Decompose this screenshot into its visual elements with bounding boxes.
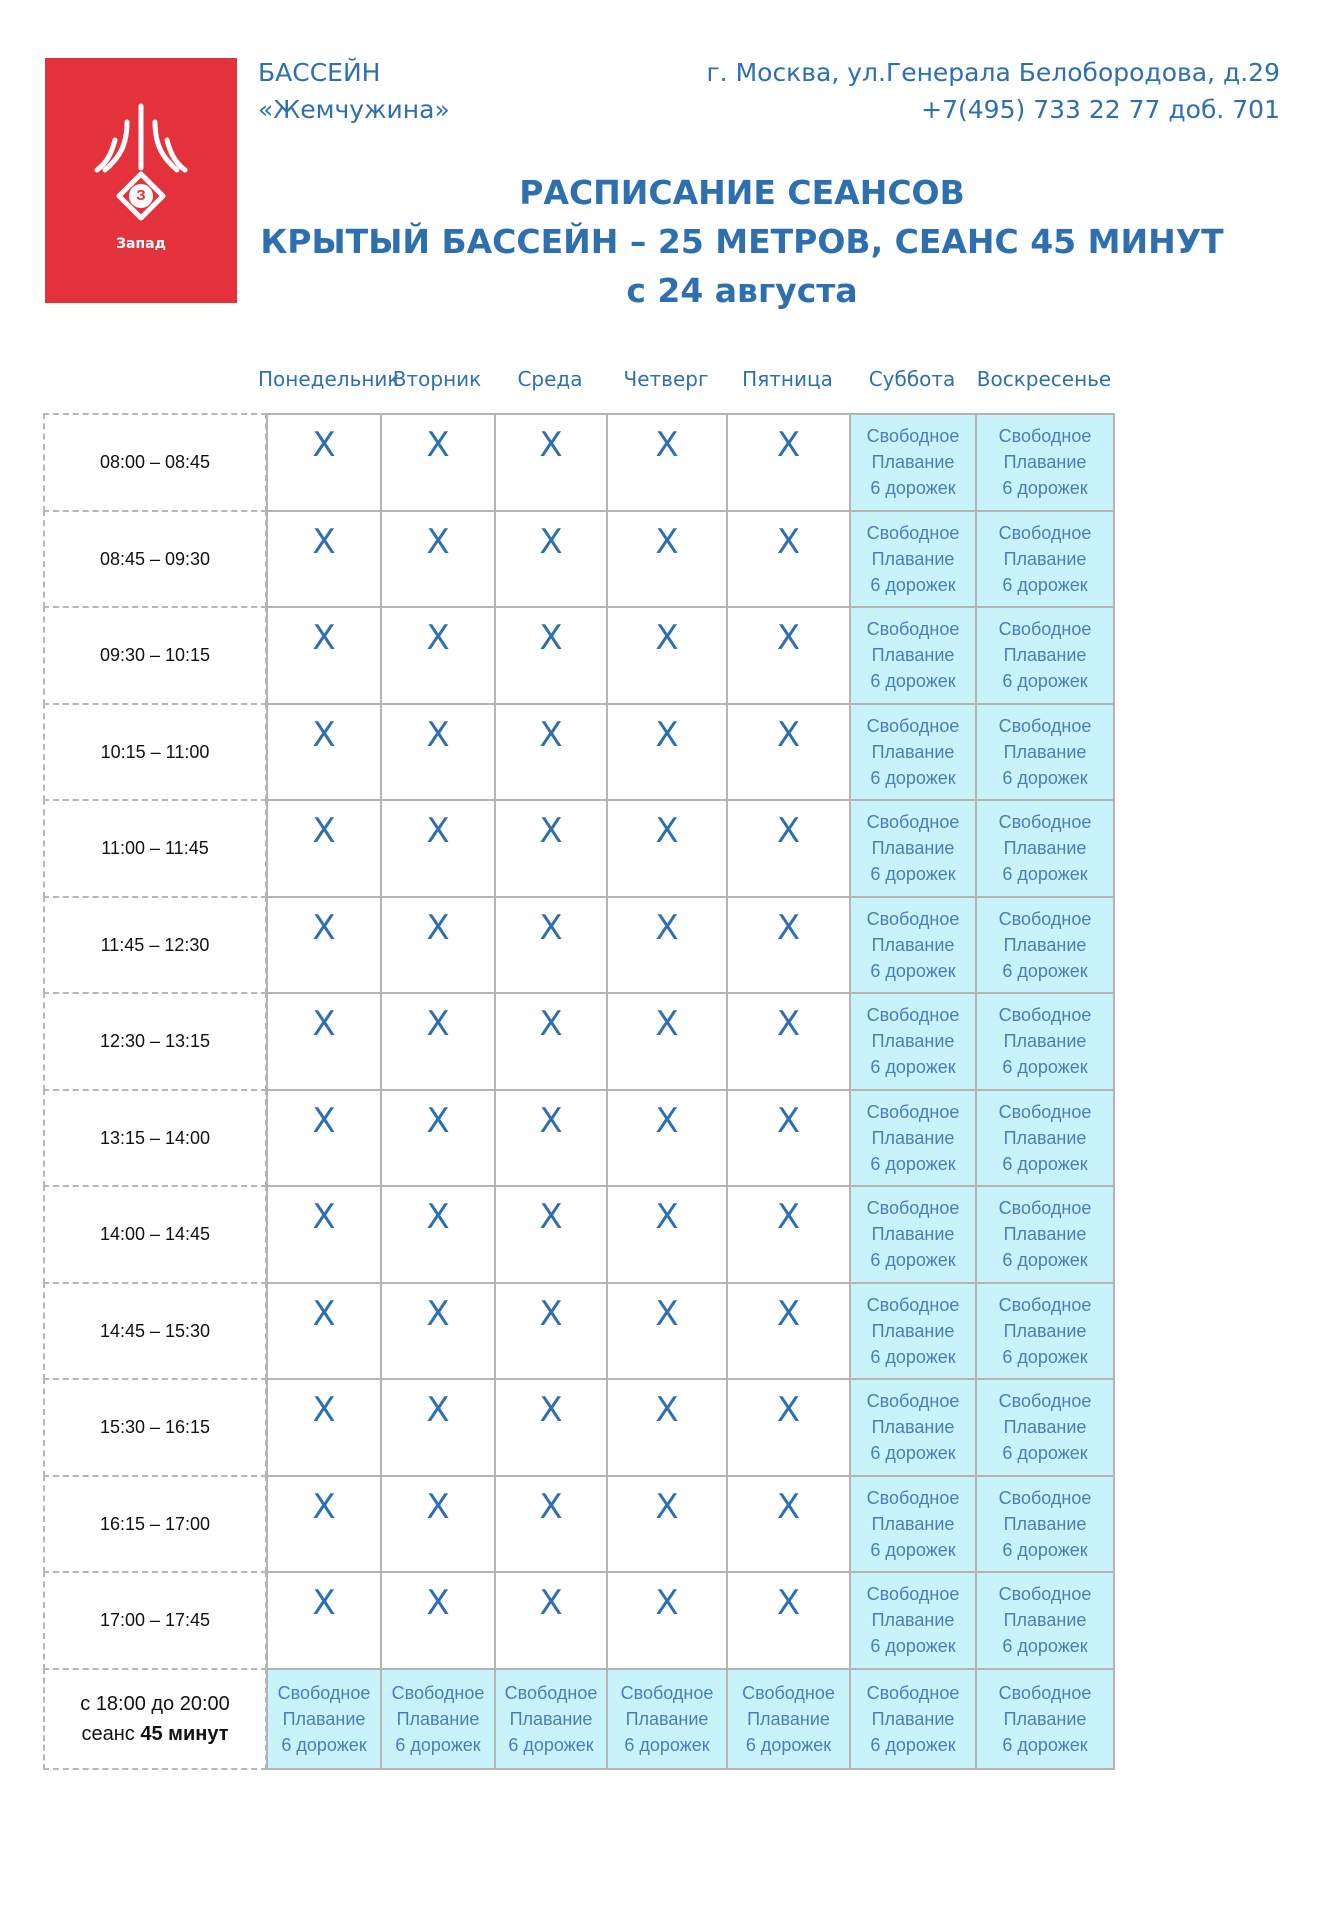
free-swim-cell (975, 1475, 1115, 1574)
day-header-6: Суббота (868, 367, 956, 391)
closed-mark: X (606, 896, 728, 995)
title-line-1: РАСПИСАНИЕ СЕАНСОВ (519, 173, 965, 212)
free-swim-line1: Свободное (866, 715, 960, 736)
free-swim-line3: 6 дорожек (870, 767, 956, 788)
closed-mark: X (494, 992, 608, 1091)
free-swim-line1: Свободное (998, 1682, 1092, 1703)
free-swim-line1: Свободное (998, 1294, 1092, 1315)
free-swim-line3: 6 дорожек (508, 1734, 594, 1755)
free-swim-cell (975, 1668, 1115, 1770)
time-slot: 13:15 – 14:00 (43, 1089, 267, 1188)
free-swim-line2: Плавание (871, 1610, 955, 1631)
free-swim-line2: Плавание (1003, 838, 1087, 859)
free-swim-line2: Плавание (871, 1031, 955, 1052)
title-line-2: КРЫТЫЙ БАССЕЙН – 25 МЕТРОВ, СЕАНС 45 МИНУТ (260, 222, 1224, 261)
closed-mark: X (380, 1282, 496, 1381)
time-slot: 12:30 – 13:15 (43, 992, 267, 1091)
closed-mark: X (606, 1475, 728, 1574)
free-swim-cell (849, 896, 977, 995)
closed-mark: X (380, 1185, 496, 1284)
schedule-table (43, 413, 1313, 1768)
org-line-2: «Жемчужина» (258, 95, 450, 124)
free-swim-line2: Плавание (871, 1224, 955, 1245)
closed-mark: X (380, 1089, 496, 1188)
closed-mark: X (494, 799, 608, 898)
pool-logo (45, 58, 237, 303)
free-swim-line1: Свободное (866, 1294, 960, 1315)
address: г. Москва, ул.Генерала Белобородова, д.29 (706, 58, 1280, 87)
closed-mark: X (266, 1475, 382, 1574)
time-slot: 10:15 – 11:00 (43, 703, 267, 802)
free-swim-cell (975, 510, 1115, 609)
contact-info (707, 54, 1280, 128)
free-swim-cell (975, 1378, 1115, 1477)
free-swim-line3: 6 дорожек (1002, 1734, 1088, 1755)
time-slot: 08:45 – 09:30 (43, 510, 267, 609)
free-swim-line1: Свободное (998, 1584, 1092, 1605)
free-swim-cell (975, 799, 1115, 898)
free-swim-cell (975, 1282, 1115, 1381)
free-swim-line3: 6 дорожек (395, 1734, 481, 1755)
free-swim-cell (975, 992, 1115, 1091)
closed-mark: X (606, 799, 728, 898)
free-swim-line2: Плавание (1003, 645, 1087, 666)
time-slot: 17:00 – 17:45 (43, 1571, 267, 1670)
evening-time-slot: с 18:00 до 20:00 сеанс 45 минут (43, 1668, 267, 1770)
free-swim-cell (849, 1185, 977, 1284)
free-swim-cell (849, 1475, 977, 1574)
closed-mark: X (266, 992, 382, 1091)
closed-mark: X (606, 1378, 728, 1477)
free-swim-line1: Свободное (998, 1198, 1092, 1219)
free-swim-line3: 6 дорожек (1002, 767, 1088, 788)
free-swim-line3: 6 дорожек (870, 1734, 956, 1755)
free-swim-line3: 6 дорожек (870, 671, 956, 692)
free-swim-cell (975, 703, 1115, 802)
closed-mark: X (726, 606, 851, 705)
closed-mark: X (266, 799, 382, 898)
time-slot: 09:30 – 10:15 (43, 606, 267, 705)
free-swim-cell (849, 703, 977, 802)
closed-mark: X (494, 896, 608, 995)
free-swim-cell (849, 1282, 977, 1381)
free-swim-line2: Плавание (871, 645, 955, 666)
free-swim-line3: 6 дорожек (1002, 1539, 1088, 1560)
free-swim-cell (849, 799, 977, 898)
closed-mark: X (606, 992, 728, 1091)
closed-mark: X (380, 896, 496, 995)
closed-mark: X (606, 703, 728, 802)
closed-mark: X (606, 1089, 728, 1188)
free-swim-cell (380, 1668, 496, 1770)
free-swim-cell (494, 1668, 608, 1770)
closed-mark: X (380, 1571, 496, 1670)
free-swim-line3: 6 дорожек (281, 1734, 367, 1755)
closed-mark: X (726, 896, 851, 995)
closed-mark: X (266, 1185, 382, 1284)
day-header-4: Четверг (623, 367, 709, 391)
day-header-3: Среда (517, 367, 583, 391)
closed-mark: X (606, 1185, 728, 1284)
day-header-7: Воскресенье (976, 367, 1112, 391)
closed-mark: X (726, 1378, 851, 1477)
free-swim-line3: 6 дорожек (624, 1734, 710, 1755)
org-line-1: БАССЕЙН (258, 58, 381, 87)
free-swim-line2: Плавание (1003, 1127, 1087, 1148)
free-swim-line1: Свободное (504, 1682, 598, 1703)
free-swim-line2: Плавание (871, 1320, 955, 1341)
free-swim-line2: Плавание (1003, 548, 1087, 569)
time-slot: 08:00 – 08:45 (43, 413, 267, 512)
free-swim-line2: Плавание (871, 838, 955, 859)
free-swim-cell (849, 1378, 977, 1477)
free-swim-line1: Свободное (277, 1682, 371, 1703)
free-swim-line1: Свободное (866, 1487, 960, 1508)
organization-name (258, 54, 450, 128)
closed-mark: X (494, 1378, 608, 1477)
free-swim-line2: Плавание (871, 452, 955, 473)
closed-mark: X (380, 606, 496, 705)
free-swim-line1: Свободное (866, 1101, 960, 1122)
closed-mark: X (606, 413, 728, 512)
logo-label: Запад (116, 236, 166, 252)
free-swim-line1: Свободное (998, 1391, 1092, 1412)
free-swim-line1: Свободное (391, 1682, 485, 1703)
closed-mark: X (726, 510, 851, 609)
free-swim-line1: Свободное (866, 1584, 960, 1605)
free-swim-line3: 6 дорожек (1002, 1443, 1088, 1464)
page-title (246, 168, 1238, 315)
closed-mark: X (726, 1475, 851, 1574)
closed-mark: X (494, 413, 608, 512)
free-swim-line2: Плавание (871, 934, 955, 955)
closed-mark: X (726, 703, 851, 802)
closed-mark: X (494, 703, 608, 802)
free-swim-line1: Свободное (866, 1198, 960, 1219)
free-swim-cell (849, 992, 977, 1091)
closed-mark: X (494, 1475, 608, 1574)
free-swim-line3: 6 дорожек (870, 1057, 956, 1078)
free-swim-cell (975, 413, 1115, 512)
free-swim-line3: 6 дорожек (870, 1443, 956, 1464)
free-swim-cell (849, 413, 977, 512)
closed-mark: X (494, 1571, 608, 1670)
free-swim-line3: 6 дорожек (1002, 864, 1088, 885)
free-swim-line3: 6 дорожек (1002, 1057, 1088, 1078)
free-swim-line3: 6 дорожек (1002, 1153, 1088, 1174)
free-swim-line1: Свободное (998, 715, 1092, 736)
free-swim-line2: Плавание (871, 548, 955, 569)
free-swim-line2: Плавание (625, 1708, 709, 1729)
closed-mark: X (266, 510, 382, 609)
free-swim-cell (606, 1668, 728, 1770)
free-swim-line2: Плавание (1003, 1610, 1087, 1631)
closed-mark: X (726, 1089, 851, 1188)
closed-mark: X (380, 1378, 496, 1477)
free-swim-line1: Свободное (998, 908, 1092, 929)
time-slot: 16:15 – 17:00 (43, 1475, 267, 1574)
free-swim-line1: Свободное (998, 522, 1092, 543)
free-swim-line1: Свободное (866, 908, 960, 929)
free-swim-line2: Плавание (871, 1417, 955, 1438)
free-swim-line1: Свободное (742, 1682, 835, 1703)
free-swim-line1: Свободное (998, 1005, 1092, 1026)
closed-mark: X (266, 1282, 382, 1381)
free-swim-cell (975, 1089, 1115, 1188)
free-swim-line2: Плавание (509, 1708, 593, 1729)
free-swim-cell (975, 606, 1115, 705)
day-header-1: Понедельник (258, 367, 400, 391)
closed-mark: X (380, 703, 496, 802)
free-swim-line2: Плавание (747, 1708, 830, 1729)
closed-mark: X (266, 1571, 382, 1670)
closed-mark: X (266, 703, 382, 802)
free-swim-line1: Свободное (866, 1005, 960, 1026)
closed-mark: X (266, 413, 382, 512)
closed-mark: X (726, 1282, 851, 1381)
pool-logo-icon (45, 58, 237, 303)
free-swim-line2: Плавание (1003, 1031, 1087, 1052)
free-swim-line2: Плавание (1003, 1513, 1087, 1534)
free-swim-line3: 6 дорожек (870, 478, 956, 499)
free-swim-line1: Свободное (866, 619, 960, 640)
free-swim-line3: 6 дорожек (1002, 1636, 1088, 1657)
free-swim-line2: Плавание (1003, 1417, 1087, 1438)
free-swim-cell (849, 1571, 977, 1670)
free-swim-line3: 6 дорожек (1002, 671, 1088, 692)
free-swim-line1: Свободное (998, 1487, 1092, 1508)
free-swim-line2: Плавание (1003, 1320, 1087, 1341)
free-swim-line3: 6 дорожек (745, 1734, 832, 1755)
closed-mark: X (380, 510, 496, 609)
free-swim-line1: Свободное (998, 812, 1092, 833)
closed-mark: X (726, 1185, 851, 1284)
free-swim-line1: Свободное (998, 426, 1092, 447)
free-swim-line3: 6 дорожек (870, 1250, 956, 1271)
free-swim-cell (849, 1668, 977, 1770)
closed-mark: X (606, 606, 728, 705)
closed-mark: X (726, 413, 851, 512)
free-swim-line1: Свободное (866, 522, 960, 543)
free-swim-cell (975, 1571, 1115, 1670)
free-swim-line3: 6 дорожек (870, 1153, 956, 1174)
free-swim-line3: 6 дорожек (870, 574, 956, 595)
closed-mark: X (726, 1571, 851, 1670)
free-swim-cell (849, 510, 977, 609)
closed-mark: X (266, 606, 382, 705)
phone: +7(495) 733 22 77 доб. 701 (921, 95, 1280, 124)
closed-mark: X (606, 510, 728, 609)
free-swim-line3: 6 дорожек (870, 864, 956, 885)
free-swim-line2: Плавание (1003, 1224, 1087, 1245)
closed-mark: X (606, 1571, 728, 1670)
day-header-2: Вторник (392, 367, 482, 391)
closed-mark: X (726, 992, 851, 1091)
closed-mark: X (494, 1282, 608, 1381)
free-swim-line2: Плавание (871, 741, 955, 762)
free-swim-line3: 6 дорожек (870, 1636, 956, 1657)
free-swim-line2: Плавание (1003, 741, 1087, 762)
closed-mark: X (726, 799, 851, 898)
day-header-5: Пятница (742, 367, 833, 391)
closed-mark: X (494, 606, 608, 705)
free-swim-cell (975, 1185, 1115, 1284)
closed-mark: X (494, 1185, 608, 1284)
free-swim-line2: Плавание (1003, 452, 1087, 473)
closed-mark: X (266, 1378, 382, 1477)
free-swim-cell (726, 1668, 851, 1770)
free-swim-line1: Свободное (998, 1101, 1092, 1122)
closed-mark: X (380, 413, 496, 512)
free-swim-line3: 6 дорожек (1002, 1346, 1088, 1367)
title-line-3: с 24 августа (626, 271, 858, 310)
free-swim-line1: Свободное (866, 812, 960, 833)
free-swim-line3: 6 дорожек (870, 1346, 956, 1367)
closed-mark: X (606, 1282, 728, 1381)
free-swim-line3: 6 дорожек (870, 960, 956, 981)
free-swim-line3: 6 дорожек (870, 1539, 956, 1560)
free-swim-line2: Плавание (871, 1513, 955, 1534)
free-swim-line3: 6 дорожек (1002, 478, 1088, 499)
time-slot: 14:00 – 14:45 (43, 1185, 267, 1284)
time-slot: 15:30 – 16:15 (43, 1378, 267, 1477)
time-slot: 11:00 – 11:45 (43, 799, 267, 898)
logo-badge: З (136, 187, 146, 204)
free-swim-cell (849, 606, 977, 705)
time-slot: 11:45 – 12:30 (43, 896, 267, 995)
free-swim-line2: Плавание (871, 1708, 955, 1729)
free-swim-cell (975, 896, 1115, 995)
free-swim-line1: Свободное (866, 426, 960, 447)
closed-mark: X (266, 896, 382, 995)
free-swim-cell (849, 1089, 977, 1188)
free-swim-line1: Свободное (866, 1391, 960, 1412)
free-swim-line2: Плавание (871, 1127, 955, 1148)
free-swim-line2: Плавание (396, 1708, 480, 1729)
free-swim-line3: 6 дорожек (1002, 1250, 1088, 1271)
closed-mark: X (380, 992, 496, 1091)
free-swim-line1: Свободное (998, 619, 1092, 640)
closed-mark: X (266, 1089, 382, 1188)
closed-mark: X (380, 799, 496, 898)
closed-mark: X (380, 1475, 496, 1574)
closed-mark: X (494, 1089, 608, 1188)
free-swim-line1: Свободное (620, 1682, 714, 1703)
closed-mark: X (494, 510, 608, 609)
free-swim-line2: Плавание (1003, 934, 1087, 955)
free-swim-line2: Плавание (282, 1708, 366, 1729)
free-swim-line3: 6 дорожек (1002, 960, 1088, 981)
free-swim-cell (266, 1668, 382, 1770)
time-slot: 14:45 – 15:30 (43, 1282, 267, 1381)
free-swim-line3: 6 дорожек (1002, 574, 1088, 595)
free-swim-line2: Плавание (1003, 1708, 1087, 1729)
free-swim-line1: Свободное (866, 1682, 960, 1703)
